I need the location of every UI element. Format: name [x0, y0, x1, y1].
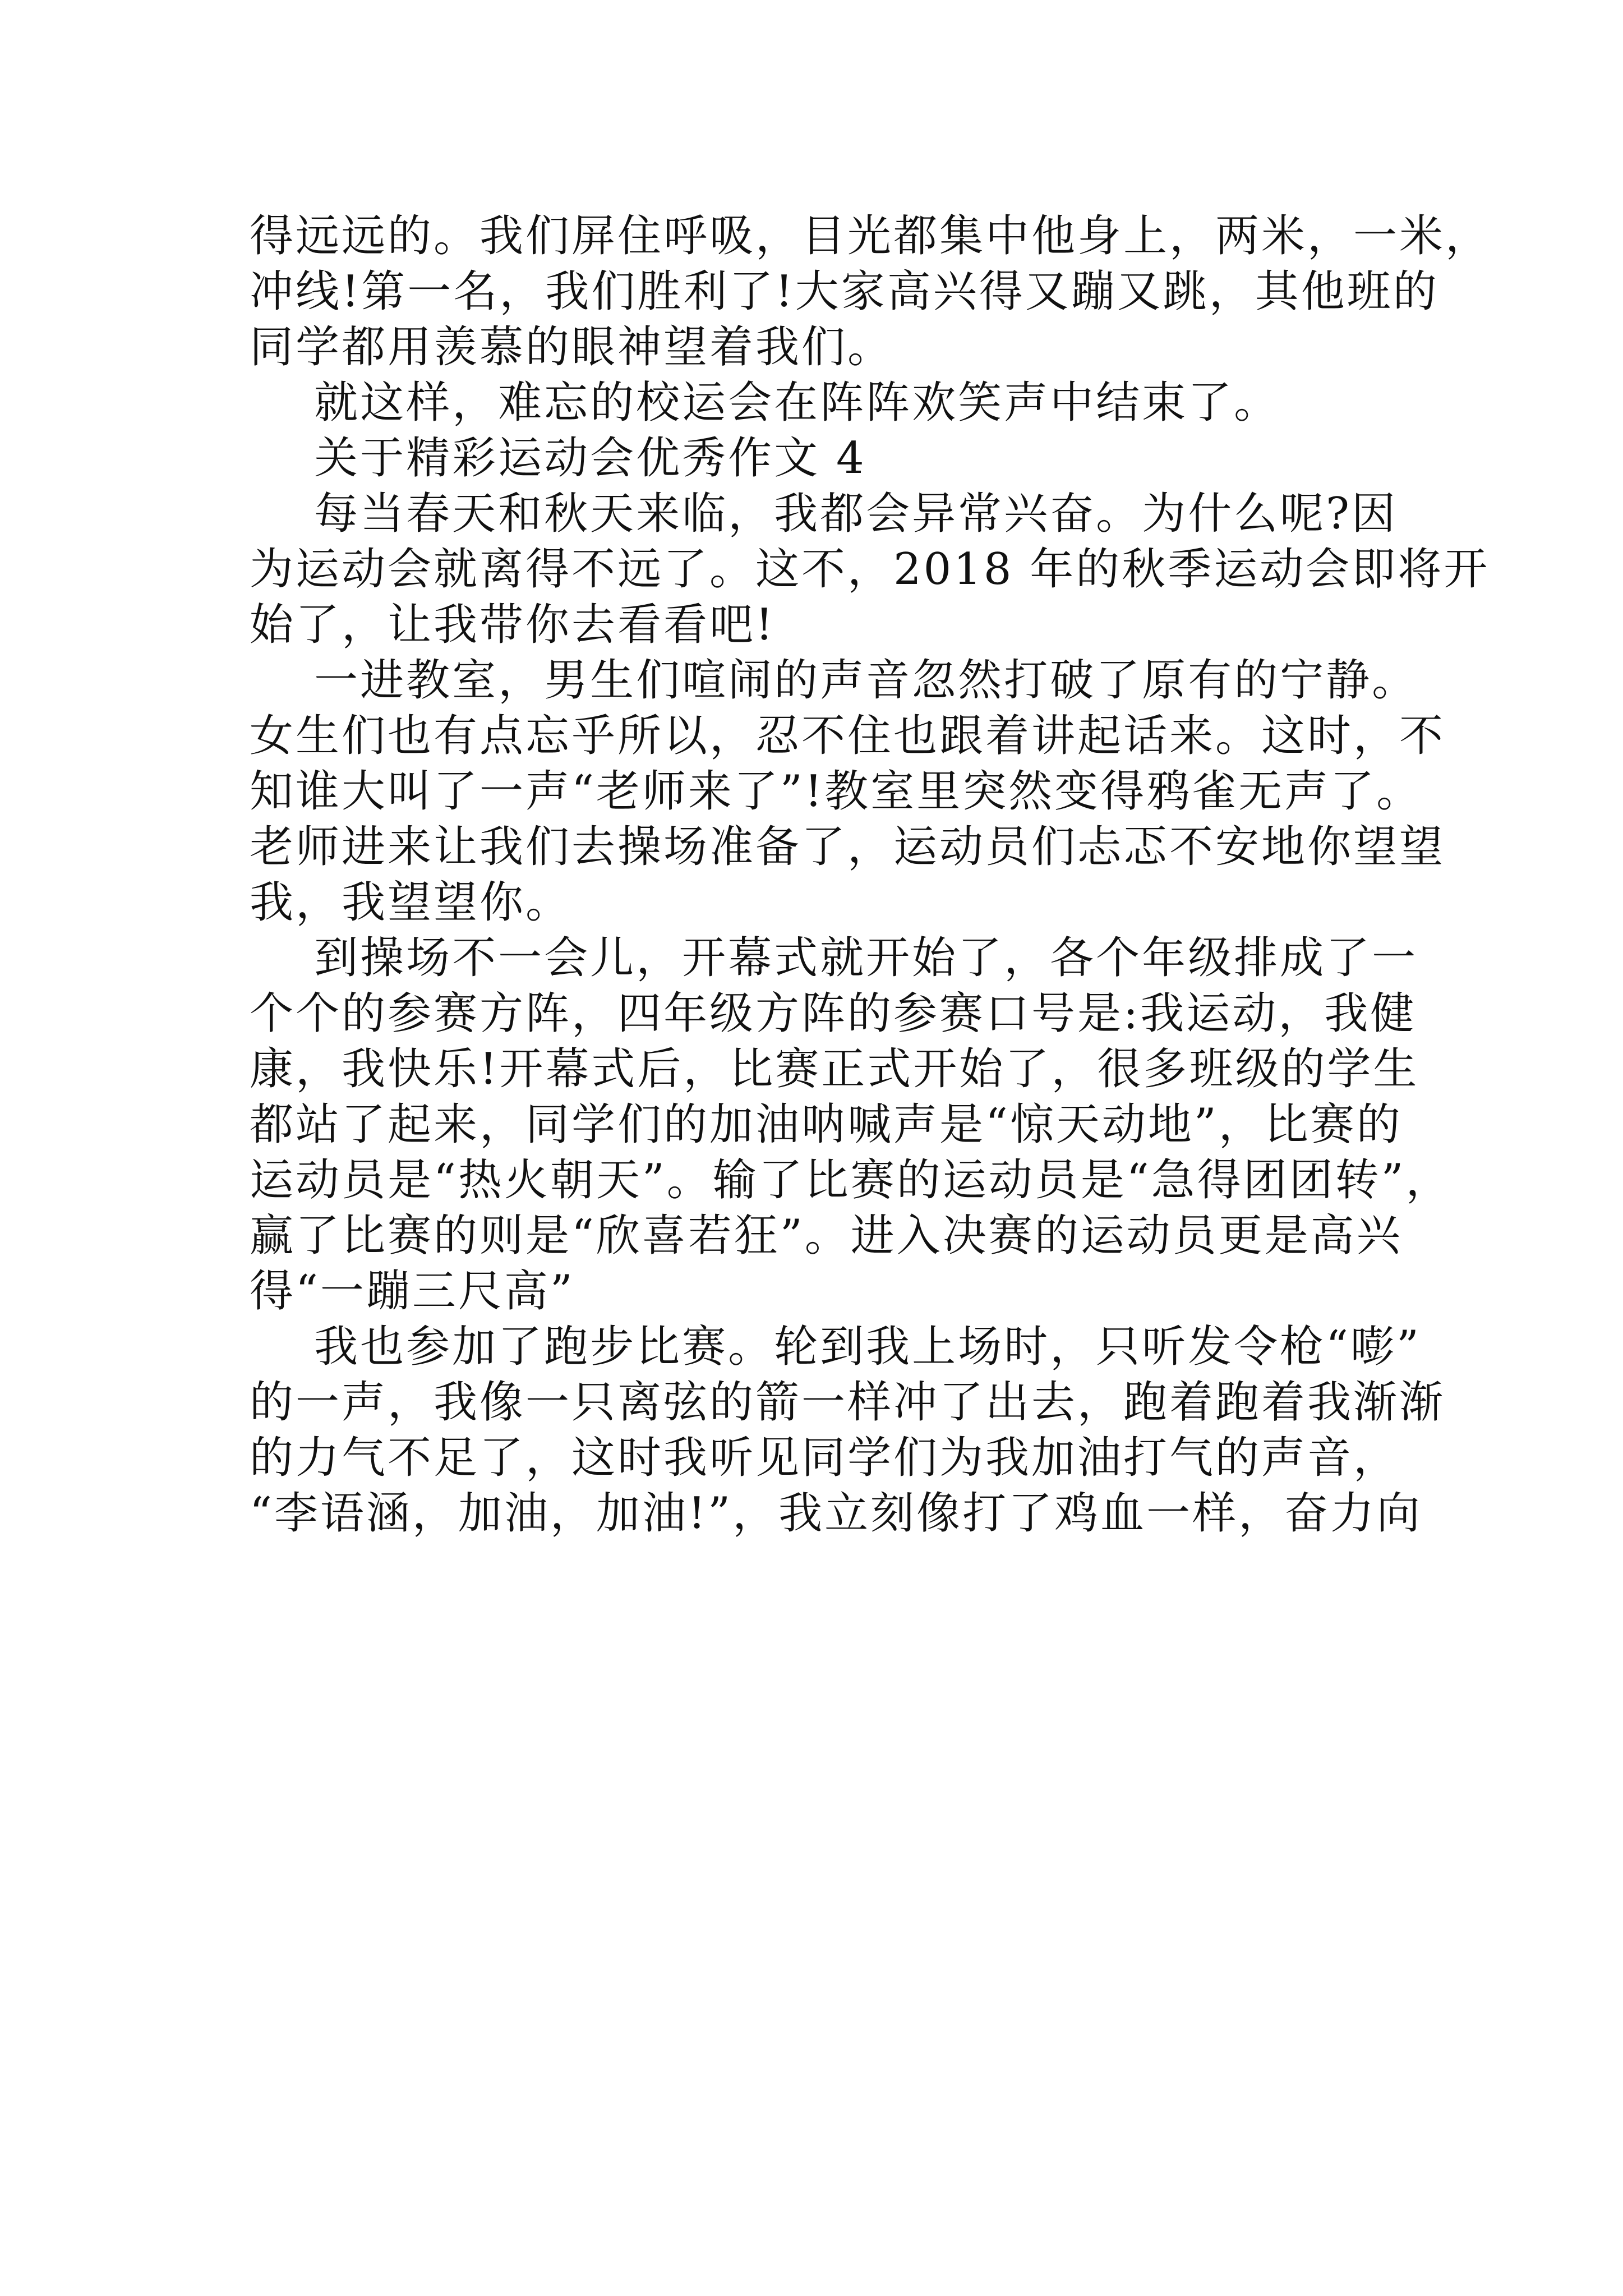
text-line: 的一声，我像一只离弦的箭一样冲了出去，跑着跑着我渐渐	[250, 1377, 1446, 1428]
text-line: 同学都用羡慕的眼神望着我们。	[250, 322, 894, 372]
text-line: 女生们也有点忘乎所以，忍不住也跟着讲起话来。这时，不	[250, 711, 1446, 761]
text-line: 得远远的。我们屏住呼吸，目光都集中他身上，两米，一米，	[250, 211, 1492, 261]
text-line: 我，我望望你。	[250, 877, 572, 928]
text-line: 始了，让我带你去看看吧!	[250, 600, 776, 650]
text-line: 一进教室，男生们喧闹的声音忽然打破了原有的宁静。	[250, 655, 1418, 706]
text-line: 得“一蹦三尺高”	[250, 1266, 575, 1317]
text-line: 就这样，难忘的校运会在阵阵欢笑声中结束了。	[250, 378, 1280, 428]
text-line: 到操场不一会儿，开幕式就开始了，各个年级排成了一	[250, 933, 1418, 983]
text-line: 赢了比赛的则是“欣喜若狂”。进入决赛的运动员更是高兴	[250, 1211, 1403, 1261]
text-line: 我也参加了跑步比赛。轮到我上场时，只听发令枪“嘭”	[250, 1322, 1421, 1372]
text-line: “李语涵，加油，加油!”，我立刻像打了鸡血一样，奋力向	[250, 1488, 1423, 1539]
text-line: 个个的参赛方阵，四年级方阵的参赛口号是:我运动，我健	[250, 988, 1417, 1039]
essay-heading: 关于精彩运动会优秀作文 4	[250, 433, 866, 484]
text-line: 都站了起来，同学们的加油呐喊声是“惊天动地”，比赛的	[250, 1099, 1403, 1150]
text-line: 运动员是“热火朝天”。输了比赛的运动员是“急得团团转”，	[250, 1155, 1452, 1205]
text-line: 知谁大叫了一声“老师来了”!教室里突然变得鸦雀无声了。	[250, 766, 1423, 817]
text-line: 的力气不足了，这时我听见同学们为我加油打气的声音，	[250, 1433, 1400, 1483]
text-line: 每当春天和秋天来临，我都会异常兴奋。为什么呢?因	[250, 489, 1398, 539]
text-line: 冲线!第一名，我们胜利了!大家高兴得又蹦又跳，其他班的	[250, 266, 1439, 317]
essay-text	[250, 209, 1492, 1542]
text-line: 老师进来让我们去操场准备了，运动员们忐忑不安地你望望	[250, 822, 1446, 872]
text-line: 为运动会就离得不远了。这不，2018 年的秋季运动会即将开	[250, 544, 1490, 595]
text-line: 康，我快乐!开幕式后，比赛正式开始了，很多班级的学生	[250, 1044, 1419, 1094]
